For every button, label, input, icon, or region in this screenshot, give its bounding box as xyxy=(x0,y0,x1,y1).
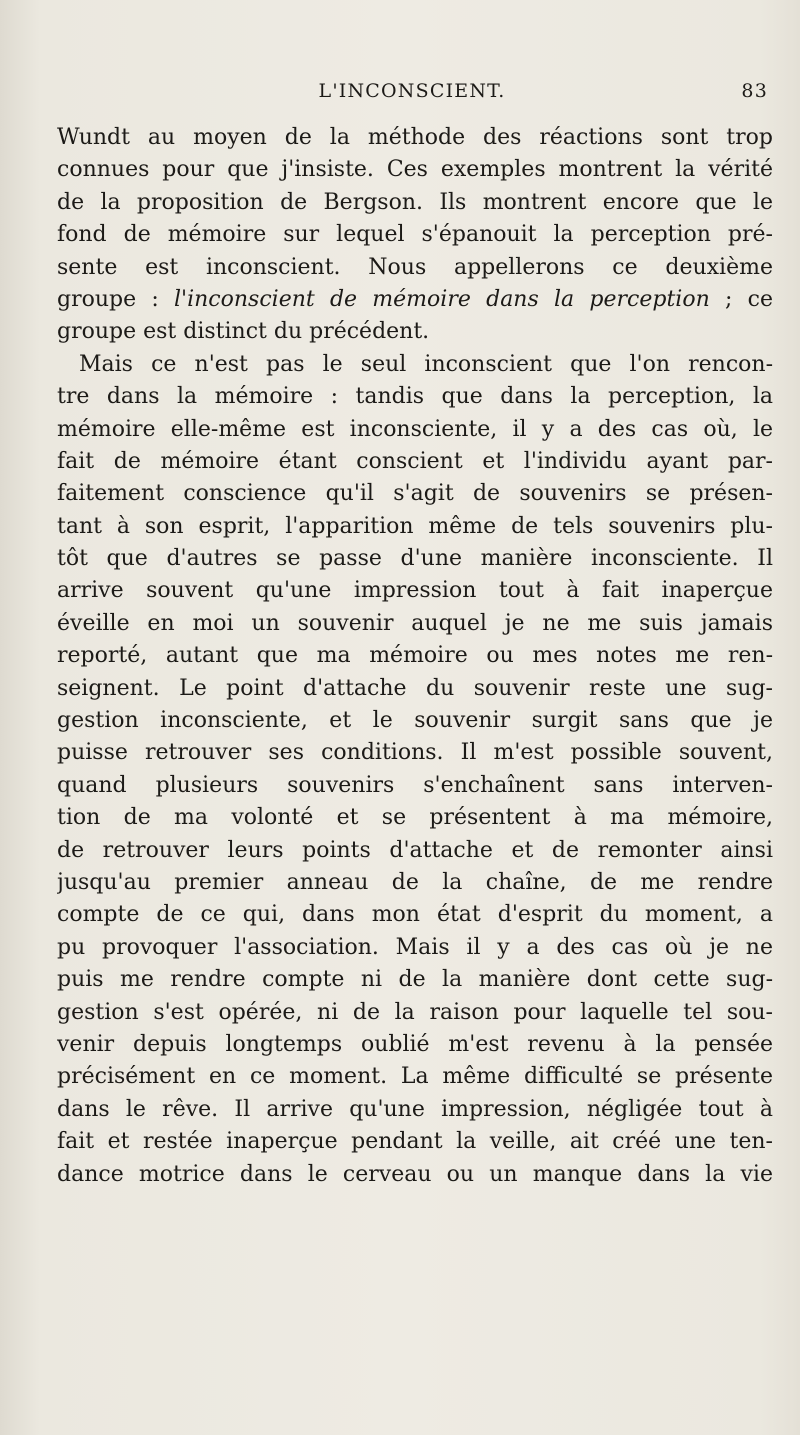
text-line: Wundt au moyen de la méthode des réactions sont trop xyxy=(57,125,773,150)
text-line: Mais ce n'est pas le seul inconscient que l'on rencon- xyxy=(79,351,773,377)
text-line: tion de ma volonté et se présentent à ma mémoire, xyxy=(57,805,773,831)
text-line: connues pour que j'insiste. Ces exemples montrent la vérité xyxy=(57,157,773,183)
text-line: éveille en moi un souvenir auquel je ne me suis jamais xyxy=(57,610,773,636)
text-line: gestion inconsciente, et le souvenir surgit sans que je xyxy=(57,708,773,734)
text-line: dans le rêve. Il arrive qu'une impression, négligée tout à xyxy=(57,1096,773,1122)
text-line: fait et restée inaperçue pendant la veille, ait créé une ten- xyxy=(57,1129,773,1155)
running-title: L'INCONSCIENT. xyxy=(318,80,506,102)
text-line: jusqu'au premier anneau de la chaîne, de me rendre xyxy=(57,869,773,895)
text-line: faitement conscience qu'il s'agit de souvenirs se présen- xyxy=(57,481,773,507)
text-line: fait de mémoire étant conscient et l'individu ayant par- xyxy=(57,448,773,474)
text-line: groupe est distinct du précédent. xyxy=(57,319,430,345)
text-line: sente est inconscient. Nous appellerons ce deuxième xyxy=(57,254,773,280)
italic-term: l'inconscient de mémoire dans la perception xyxy=(174,286,710,312)
paragraph-1 xyxy=(57,122,773,349)
text-segment: ; ce xyxy=(709,286,773,312)
text-line: de la proposition de Bergson. Ils montrent encore que le xyxy=(57,189,773,215)
text-line: dance motrice dans le cerveau ou un manque dans la vie xyxy=(57,1161,773,1187)
text-line: de retrouver leurs points d'attache et de remonter ainsi xyxy=(57,837,773,863)
text-line: compte de ce qui, dans mon état d'esprit du moment, a xyxy=(57,902,773,928)
page-header xyxy=(56,80,768,110)
text-line: reporté, autant que ma mémoire ou mes notes me ren- xyxy=(57,643,773,669)
text-line: gestion s'est opérée, ni de la raison pour laquelle tel sou- xyxy=(57,999,773,1025)
text-line: venir depuis longtemps oublié m'est revenu à la pensée xyxy=(57,1031,773,1057)
paragraph-2 xyxy=(57,349,773,1191)
text-line: puis me rendre compte ni de la manière dont cette sug- xyxy=(57,967,773,993)
text-line: tôt que d'autres se passe d'une manière inconsciente. Il xyxy=(57,546,773,572)
text-line: arrive souvent qu'une impression tout à fait inaperçue xyxy=(57,578,773,604)
text-line: mémoire elle-même est inconsciente, il y a des cas où, le xyxy=(57,416,773,442)
text-line: fond de mémoire sur lequel s'épanouit la perception pré- xyxy=(57,222,773,248)
text-line: tre dans la mémoire : tandis que dans la perception, la xyxy=(57,384,773,410)
text-line: puisse retrouver ses conditions. Il m'est possible souvent, xyxy=(57,740,773,766)
text-line: précisément en ce moment. La même difficulté se présente xyxy=(57,1064,773,1090)
text-line: quand plusieurs souvenirs s'enchaînent sans interven- xyxy=(57,772,773,798)
text-line: seignent. Le point d'attache du souvenir reste une sug- xyxy=(57,675,773,701)
page-number: 83 xyxy=(741,80,768,102)
body-text xyxy=(57,122,773,1191)
text-line: tant à son esprit, l'apparition même de tels souvenirs plu- xyxy=(57,513,773,539)
text-line-with-italic xyxy=(57,284,773,316)
text-segment: groupe : xyxy=(57,286,175,312)
text-line: pu provoquer l'association. Mais il y a des cas où je ne xyxy=(57,934,773,960)
